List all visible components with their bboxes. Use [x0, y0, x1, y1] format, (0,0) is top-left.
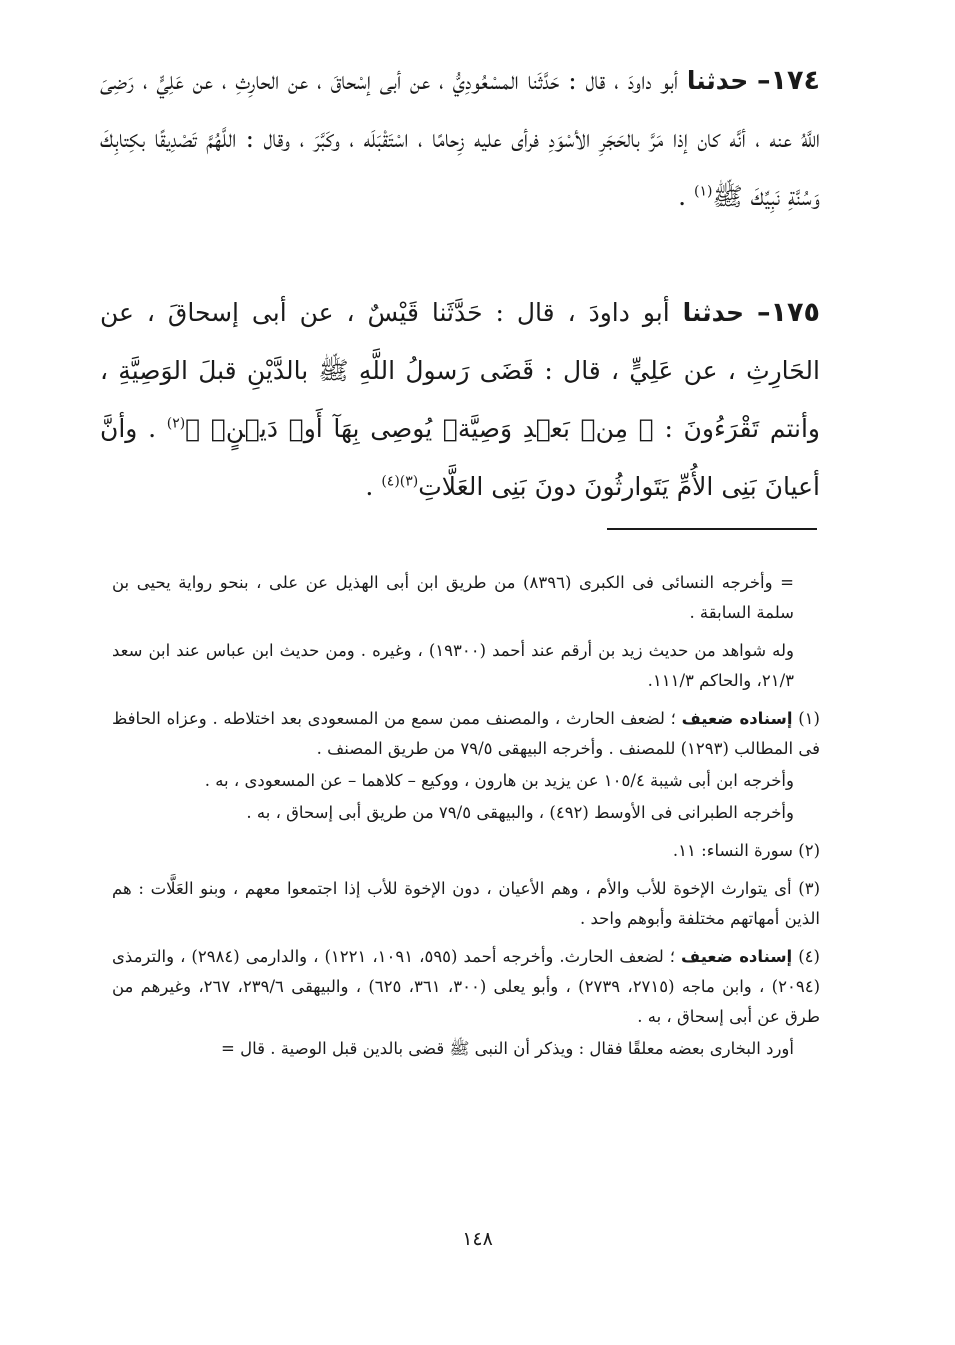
page-number: ١٤٨	[462, 1228, 493, 1250]
footnote-continuation: وله شواهد من حديث زيد بن أرقم عند أحمد (١٩٣٠٠) ، وغيره . ومن حديث ابن عباس عند ابن سعد ٢١/٣، والحاكم ١١١/٣.	[112, 641, 794, 690]
footnote-text: ؛ لضعف الحارث ، والمصنف ممن سمع من المسعودى بعد اختلاطه . وعزاه الحافظ فى المطالب (١٢٩٣) للمصنف . وأخرجه البيهقى ٧٩/٥ من طريق المصنف .	[112, 709, 820, 758]
quran-verse: ﴿ مِنۢ بَعۡدِ وَصِيَّةٖ يُوصِى بِهَآ أَوۡ دَيۡنٍۗ ﴾	[185, 414, 654, 443]
hadith-lead-word: حدثنا	[682, 298, 745, 327]
hadith-175	[100, 284, 820, 516]
footnotes	[112, 568, 820, 1072]
hadith-174	[100, 52, 820, 226]
footnote-2: (٢) سورة النساء: ١١.	[672, 841, 820, 860]
hadith-lead-word: حدثنا	[686, 66, 749, 95]
footnote-1-line: وأخرجه ابن أبى شيبة ١٠٥/٤ عن يزيد بن هارون ، ووكيع – كلاهما – عن المسعودى ، به .	[204, 771, 794, 790]
footnote-text: ؛ لضعف الحارث. وأخرجه أحمد (٥٩٥، ١٠٩١، ١٢٢١) ، والدارمى (٢٩٨٤) ، والترمذى (٢٠٩٤) ، وابن ماجه (٢٧١٥، ٢٧٣٩) ، وأبو يعلى (٣٠٠، ٣٦١، ٦٢٥) ، والبيهقى ٢٣٩/٦، ٢٦٧، وغيرهم من طرق عن أبى إسحاق ، به .	[112, 947, 821, 1026]
hadith-number: ١٧٥–	[757, 297, 820, 328]
hadith-text: . وأنَّ أعيانَ بَنِى الأُمِّ يَتَوارثُونَ دونَ بَنِى العَلَّاتِ	[100, 414, 820, 501]
hadith-end: .	[678, 182, 695, 211]
footnote-1	[112, 704, 820, 764]
footnote-4-line: أورد البخارى بعضه معلقًا فقال : ويذكر أن النبى ﷺ قضى بالدين قبل الوصية . قال =	[221, 1039, 794, 1058]
footnote-reference: (١)	[694, 183, 713, 200]
hadith-number: ١٧٤–	[757, 65, 820, 96]
footnote-grade: إسناده ضعيف	[681, 947, 793, 966]
footnote-1-line: وأخرجه الطبرانى فى الأوسط (٤٩٢) ، والبيهقى ٧٩/٥ من طريق أبى إسحاق ، به .	[246, 803, 794, 822]
hadith-end: .	[365, 472, 382, 501]
footnote-separator	[607, 528, 817, 530]
footnote-3: (٣) أى يتوارث الإخوة للأب والأم ، وهم الأعيان ، دون الإخوة للأب إذا اجتمعوا معهم ، وبنو العَلَّات : هم الذين أمهاتهم مختلفة وأبوهم واحد .	[112, 879, 820, 928]
hadith-text: أبو داودَ ، قال : حَدَّثَنا قَيْسٌ ، عن أبى إسحاقَ ، عن الحَارِثِ ، عن عَلِيٍّ ، قال : قَضَى رَسولُ اللَّهِ ﷺ بالدَّيْنِ قبلَ الوَصِيَّةِ ، وأنتم تَقْرَءُونَ :	[100, 298, 820, 443]
footnote-number: (١)	[798, 709, 820, 728]
hadith-text: أبو داودَ ، قال : حَدَّثَنا المسْعُودِيُّ ، عن أبى إسْحاقَ ، عن الحارِثِ ، عن عَلِيٍّ ، رَضِىَ اللَّهُ عنه ، أنَّه كان إذا مَرَّ بالحَجَرِ الأسْوَدِ فرأى عليه زِحامًا ، اسْتَقْبَلَه ، وكَبَّرَ ، وقال : اللَّهُمَّ تَصْدِيقًا بكِتابِكَ وَسُنَّةِ نَبِيِّكَ ﷺ	[100, 66, 820, 211]
footnote-grade: إسناده ضعيف	[681, 709, 793, 728]
footnote-number: (٤)	[798, 947, 820, 966]
footnote-reference: (٣)(٤)	[381, 473, 419, 490]
footnote-4	[112, 942, 820, 1032]
footnote-reference: (٢)	[166, 415, 186, 432]
footnote-continuation: = وأخرجه النسائى فى الكبرى (٨٣٩٦) من طريق ابن أبى الهذيل عن على ، بنحو رواية يحيى بن سلمة السابقة .	[112, 573, 794, 622]
